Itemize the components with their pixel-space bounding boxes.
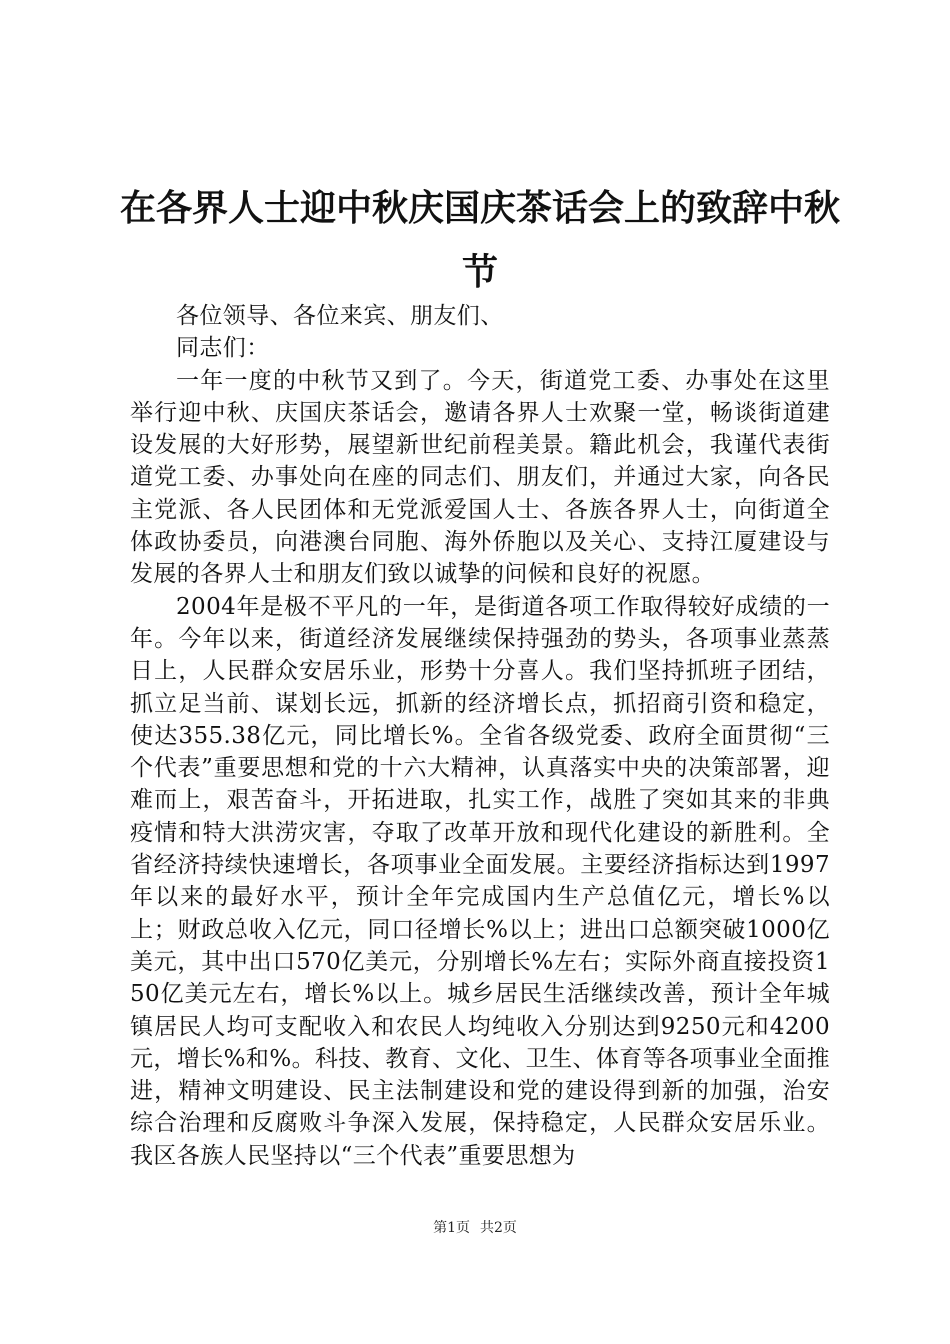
page-footer (0, 1218, 950, 1238)
page-number: 第1页 (433, 1220, 470, 1236)
salutation-line-2: 同志们： (176, 335, 270, 362)
body-paragraph-2: 2004年是极不平凡的一年，是街道各项工作取得较好成绩的一年。今年以来，街道经济发展继续保持强劲的势头，各项事业蒸蒸日上，人民群众安居乐业，形势十分喜人。我们坚持抓班子团结，抓立足当前、谋划长远，抓新的经济增长点，抓招商引资和稳定，使达355.38亿元，同比增长%。全省各级党委、政府全面贯彻“三个代表”重要思想和党的十六大精神，认真落实中央的决策部署，迎难而上，艰苦奋斗，开拓进取，扎实工作，战胜了突如其来的非典疫情和特大洪涝灾害，夺取了改革开放和现代化建设的新胜利。全省经济持续快速增长，各项事业全面发展。主要经济指标达到1997年以来的最好水平，预计全年完成国内生产总值亿元，增长%以上；财政总收入亿元，同口径增长%以上；进出口总额突破1000亿美元，其中出口570亿美元，分别增长%左右；实际外商直接投资150亿美元左右，增长%以上。城乡居民生活继续改善，预计全年城镇居民人均可支配收入和农民人均纯收入分别达到9250元和4200元，增长%和%。科技、教育、文化、卫生、体育等各项事业全面推进，精神文明建设、民主法制建设和党的建设得到新的加强，治安综合治理和反腐败斗争深入发展，保持稳定，人民群众安居乐业。我区各族人民坚持以“三个代表”重要思想为 (130, 593, 830, 1169)
document-body (130, 300, 830, 1172)
salutation-line-1: 各位领导、各位来宾、朋友们、 (176, 303, 504, 329)
document-title: 在各界人士迎中秋庆国庆茶话会上的致辞中秋节 (119, 187, 840, 293)
page-total: 共2页 (480, 1220, 517, 1236)
body-paragraph-1: 一年一度的中秋节又到了。今天，街道党工委、办事处在这里举行迎中秋、庆国庆茶话会，邀请各界人士欢聚一堂，畅谈街道建设发展的大好形势，展望新世纪前程美景。籍此机会，我谨代表街道党工委、办事处向在座的同志们、朋友们，并通过大家，向各民主党派、各人民团体和无党派爱国人士、各族各界人士，向街道全体政协委员，向港澳台同胞、海外侨胞以及关心、支持江厦建设与发展的各界人士和朋友们致以诚挚的问候和良好的祝愿。 (130, 367, 830, 588)
